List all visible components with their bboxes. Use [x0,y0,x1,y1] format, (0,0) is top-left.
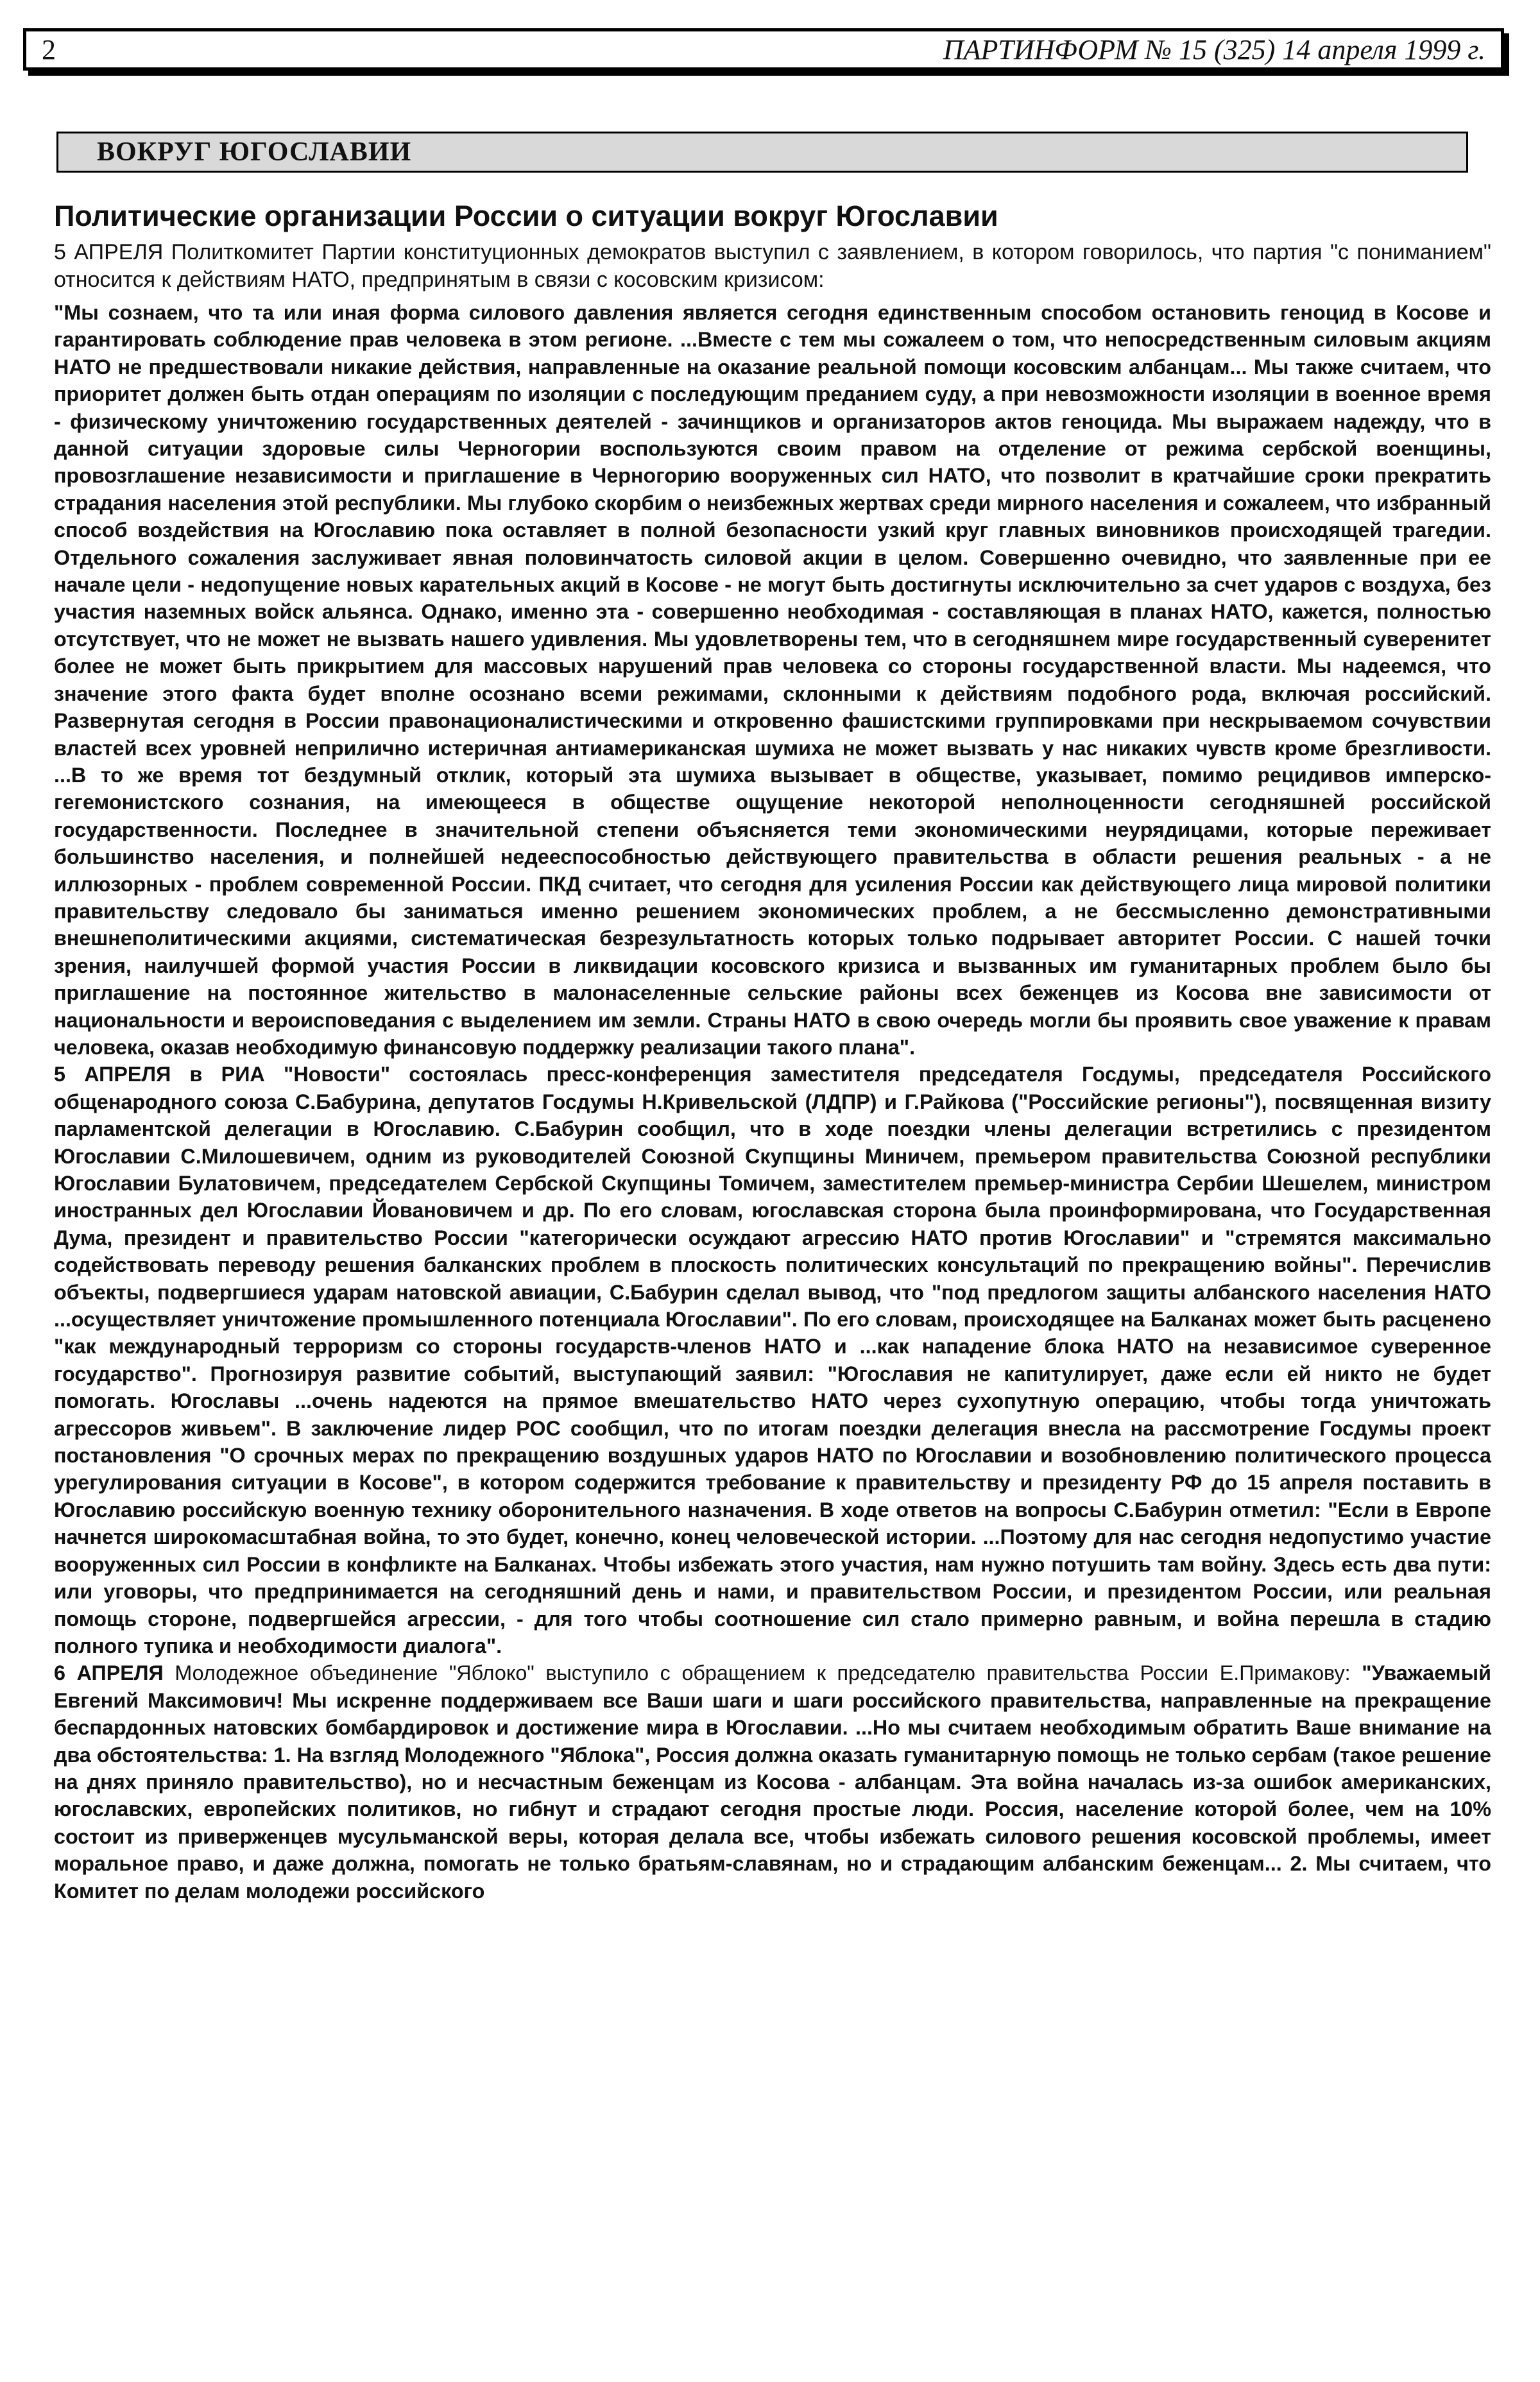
paragraph-body: "Уважаемый Евгений Максимович! Мы искренне поддерживаем все Ваши шаги и шаги российского правительства, направленные на прекращение беспардонных натовских бомбардировок и достижение мира в Югославии. ...Но мы считаем необходимым обратить Ваше внимание на два обстоятельства: 1. На взгляд Молодежного "Яблока", Россия должна оказать гуманитарную помощь не только сербам (такое решение на днях приняло правительство), но и несчастным беженцам из Косова - албанцам. Эта война началась из-за ошибок американских, югославских, европейских политиков, но гибнут и страдают сегодня простые люди. Россия, население которой более, чем на 10% состоит из приверженцев мусульманской веры, которая делала все, чтобы избежать силового решения косовской проблемы, имеет моральное право, и даже должна, помогать не только братьям-славянам, но и страдающим албанским беженцам... 2. Мы считаем, что Комитет по делам молодежи российского [54,1661,1491,1903]
page-number: 2 [42,33,56,65]
paragraph-yabloko [54,1659,1491,1905]
article [54,199,1491,1905]
publication-issue: ПАРТИНФОРМ № 15 (325) 14 апреля 1999 г. [943,33,1485,65]
article-title: Политические организации России о ситуации вокруг Югославии [54,200,998,232]
paragraph-date: 6 АПРЕЛЯ [54,1661,164,1685]
section-title: ВОКРУГ ЮГОСЛАВИИ [97,137,412,167]
paragraph-lead: Молодежное объединение "Яблоко" выступило с обращением к председателю правительства России Е.Примакову: [175,1661,1351,1685]
section-banner [56,132,1468,173]
paragraph-baburin: 5 АПРЕЛЯ в РИА "Новости" состоялась пресс-конференция заместителя председателя Госдумы, председателя Российского общенародного союза С.Бабурина, депутатов Госдумы Н.Кривельской (ЛДПР) и Г.Райкова ("Российские регионы"), посвященная визиту парламентской делегации в Югославию. С.Бабурин сообщил, что в ходе поездки члены делегации встретились с президентом Югославии С.Милошевичем, одним из руководителей Союзной Скупщины Миничем, премьером правительства Союзной республики Югославии Булатовичем, председателем Сербской Скупщины Томичем, заместителем премьер-министра Сербии Шешелем, министром иностранных дел Югославии Йовановичем и др. По его словам, югославская сторона была проинформирована, что Государственная Дума, президент и правительство России "категорически осуждают агрессию НАТО против Югославии" и "стремятся максимально содействовать переводу решения балканских проблем в плоскость политических консультаций по прекращению войны". Перечислив объекты, подвергшиеся ударам натовской авиации, С.Бабурин сделал вывод, что "под предлогом защиты албанского населения НАТО ...осуществляет уничтожение промышленного потенциала Югославии". По его словам, происходящее на Балканах может быть расценено "как международный терроризм со стороны государств-членов НАТО и ...как нападение блока НАТО на независимое суверенное государство". Прогнозируя развитие событий, выступающий заявил: "Югославия не капитулирует, даже если ей никто не будет помогать. Югославы ...очень надеются на прямое вмешательство НАТО через сухопутную операцию, чтобы тогда уничтожать агрессоров живьем". В заключение лидер РОС сообщил, что по итогам поездки делегация внесла на рассмотрение Госдумы проект постановления "О срочных мерах по прекращению воздушных ударов НАТО по Югославии и возобновлению политического процесса урегулирования ситуации в Косове", в котором содержится требование к правительству и президенту РФ до 15 апреля поставить в Югославию российскую военную технику оборонительного назначения. В ходе ответов на вопросы С.Бабурин отметил: "Если в Европе начнется широкомасштабная война, то это будет, конечно, конец человеческой истории. ...Поэтому для нас сегодня недопустимо участие вооруженных сил России в конфликте на Балканах. Чтобы избежать этого участия, нам нужно потушить там войну. Здесь есть два пути: или уговоры, что предпринимается на сегодняшний день и нами, и правительством России, и президентом России, или реальная помощь стороне, подвергшейся агрессии, - для того чтобы соотношение сил стало примерно равным, и война перешла в стадию полного тупика и необходимости диалога". [54,1063,1491,1658]
article-intro: 5 АПРЕЛЯ Политкомитет Партии конституционных демократов выступил с заявлением, в котором говорилось, что партия "с пониманием" относится к действиям НАТО, предпринятым в связи с косовским кризисом: [54,240,1491,292]
quote-paragraph: "Мы сознаем, что та или иная форма силового давления является сегодня единственным способом остановить геноцид в Косове и гарантировать соблюдение прав человека в этом регионе. ...Вместе с тем мы сожалеем о том, что непосредственным силовым акциям НАТО не предшествовали никакие действия, направленные на оказание реальной помощи косовским албанцам... Мы также считаем, что приоритет должен быть отдан операциям по изоляции с последующим преданием суду, а при невозможности изоляции в военное время - физическому уничтожению государственных деятелей - зачинщиков и организаторов актов геноцида. Мы выражаем надежду, что в данной ситуации здоровые силы Черногории воспользуются своим правом на отделение от режима сербской военщины, провозглашение независимости и приглашение в Черногорию вооруженных сил НАТО, что позволит в кратчайшие сроки прекратить страдания населения этой республики. Мы глубоко скорбим о неизбежных жертвах среди мирного населения и сожалеем, что избранный способ воздействия на Югославию пока оставляет в полной безопасности узкий круг главных виновников происходящей трагедии. Отдельного сожаления заслуживает явная половинчатость силовой акции в целом. Совершенно очевидно, что заявленные при ее начале цели - недопущение новых карательных акций в Косове - не могут быть достигнуты исключительно за счет ударов с воздуха, без участия наземных войск альянса. Однако, именно эта - совершенно необходимая - составляющая в планах НАТО, кажется, полностью отсутствует, что не может не вызвать нашего удивления. Мы удовлетворены тем, что в сегодняшнем мире государственный суверенитет более не может быть прикрытием для массовых нарушений прав человека со стороны государственной власти. Мы надеемся, что значение этого факта будет вполне осознано всеми режимами, склонными к действиям подобного рода, включая российский. Развернутая сегодня в России правонационалистическими и откровенно фашистскими группировками при нескрываемом сочувствии властей всех уровней неприлично истеричная антиамериканская шумиха не может вызвать у нас никаких чувств кроме брезгливости. ...В то же время тот бездумный отклик, который эта шумиха вызывает в обществе, указывает, помимо рецидивов имперско-гегемонистского сознания, на имеющееся в обществе ощущение некоторой неполноценности сегодняшней российской государственности. Последнее в значительной степени объясняется теми экономическими неурядицами, которые переживает большинство населения, и полнейшей недееспособностью действующего правительства в области решения реальных - а не иллюзорных - проблем современной России. ПКД считает, что сегодня для усиления России как действующего лица мировой политики правительству следовало бы заниматься именно решением экономических проблем, а не бессмысленно демонстративными внешнеполитическими акциями, систематическая безрезультатность которых только подрывает авторитет России. С нашей точки зрения, наилучшей формой участия России в ликвидации косовского кризиса и вызванных им гуманитарных проблем было бы приглашение на постоянное жительство в малонаселенные сельские районы всех беженцев из Косова вне зависимости от национальности и вероисповедания с выделением им земли. Страны НАТО в свою очередь могли бы проявить свое уважение к правам человека, оказав необходимую финансовую поддержку реализации такого плана". [54,301,1491,1059]
page-header [23,28,1504,71]
